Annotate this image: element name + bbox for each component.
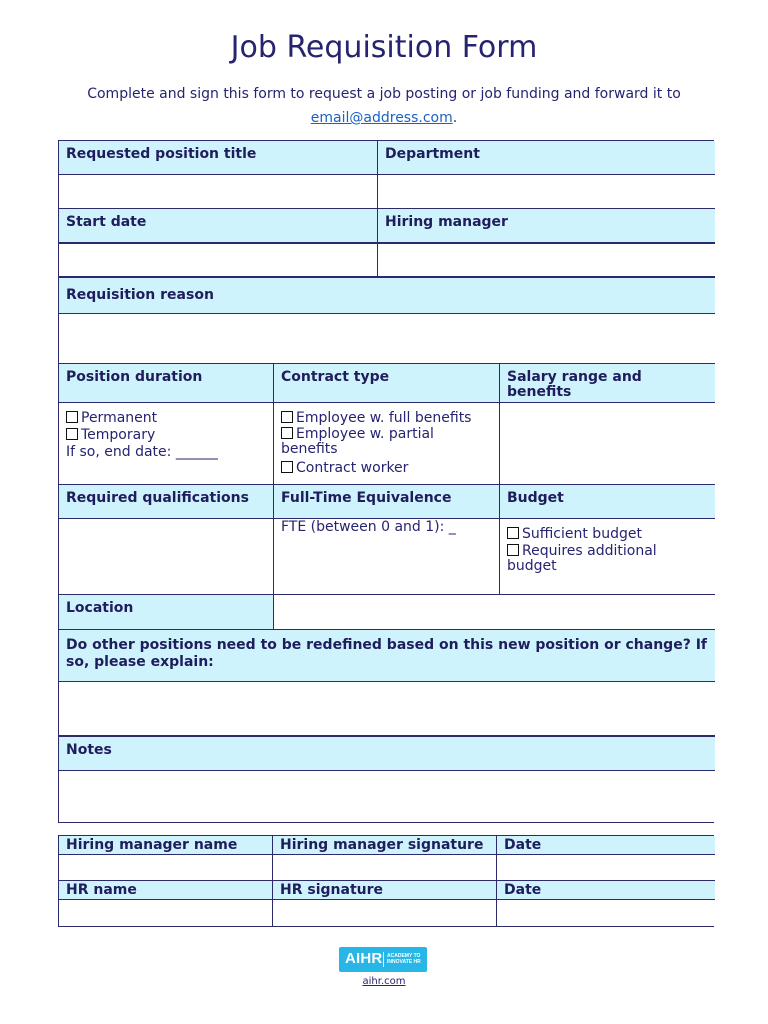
location-field[interactable] [274, 595, 715, 630]
location-label: Location [59, 595, 274, 630]
intro-sentence: Complete and sign this form to request a job posting or job funding and forward it to [87, 86, 681, 102]
notes-label: Notes [59, 737, 715, 771]
signature-table [58, 835, 714, 927]
checkbox-icon[interactable] [281, 461, 293, 473]
checkbox-icon[interactable] [281, 427, 293, 439]
end-date-field[interactable]: If so, end date: ______ [66, 444, 218, 460]
contract-worker-option[interactable]: Contract worker [281, 460, 492, 476]
position-duration-label: Position duration [59, 364, 274, 403]
partial-benefits-option[interactable]: Employee w. partial benefits [281, 426, 434, 457]
start-date-field[interactable] [59, 244, 378, 278]
redefine-positions-label: Do other positions need to be redefined based on this new position or change? If so, please explain: [59, 630, 715, 682]
date-field-2[interactable] [497, 900, 715, 926]
sufficient-budget-option[interactable]: Sufficient budget [507, 526, 708, 542]
date-label-2: Date [497, 881, 715, 900]
hr-signature-label: HR signature [273, 881, 497, 900]
salary-range-field[interactable] [500, 403, 715, 485]
checkbox-icon[interactable] [507, 544, 519, 556]
full-benefits-option[interactable]: Employee w. full benefits [281, 410, 492, 426]
page-title: Job Requisition Form [230, 30, 538, 65]
hiring-manager-name-label: Hiring manager name [59, 836, 273, 855]
checkbox-icon[interactable] [281, 411, 293, 423]
requested-position-title-label: Requested position title [59, 141, 378, 175]
site-link[interactable]: aihr.com [362, 976, 406, 987]
checkbox-icon[interactable] [507, 527, 519, 539]
requisition-form-table [58, 140, 714, 823]
email-link[interactable]: email@address.com [310, 110, 453, 126]
aihr-logo: AIHR ACADEMY TO INNOVATE HR [339, 947, 427, 972]
position-duration-options [59, 403, 274, 485]
hr-name-field[interactable] [59, 900, 273, 926]
hiring-manager-field[interactable] [378, 244, 715, 278]
requested-position-title-field[interactable] [59, 175, 378, 209]
hiring-manager-label: Hiring manager [378, 209, 715, 244]
salary-range-label: Salary range and benefits [500, 364, 715, 403]
hiring-manager-signature-label: Hiring manager signature [273, 836, 497, 855]
fte-label: Full-Time Equivalence [274, 485, 500, 519]
permanent-option[interactable]: Permanent [66, 410, 266, 426]
date-label-1: Date [497, 836, 715, 855]
hr-signature-field[interactable] [273, 900, 497, 926]
department-field[interactable] [378, 175, 715, 209]
date-field-1[interactable] [497, 855, 715, 881]
hiring-manager-name-field[interactable] [59, 855, 273, 881]
budget-options [500, 519, 715, 595]
notes-field[interactable] [59, 771, 715, 822]
department-label: Department [378, 141, 715, 175]
checkbox-icon[interactable] [66, 411, 78, 423]
intro-text: Complete and sign this form to request a job posting or job funding and forward it to email@address.com. [87, 86, 681, 126]
contract-type-options [274, 403, 500, 485]
redefine-positions-field[interactable] [59, 682, 715, 737]
checkbox-icon[interactable] [66, 428, 78, 440]
requisition-reason-field[interactable] [59, 314, 715, 364]
required-qualifications-label: Required qualifications [59, 485, 274, 519]
hiring-manager-signature-field[interactable] [273, 855, 497, 881]
start-date-label: Start date [59, 209, 378, 244]
contract-type-label: Contract type [274, 364, 500, 403]
required-qualifications-field[interactable] [59, 519, 274, 595]
hr-name-label: HR name [59, 881, 273, 900]
temporary-option[interactable]: Temporary [66, 427, 266, 443]
budget-label: Budget [500, 485, 715, 519]
fte-field[interactable]: FTE (between 0 and 1): _ [274, 519, 500, 595]
requisition-reason-label: Requisition reason [59, 278, 715, 314]
additional-budget-option[interactable]: Requires additional budget [507, 543, 657, 574]
